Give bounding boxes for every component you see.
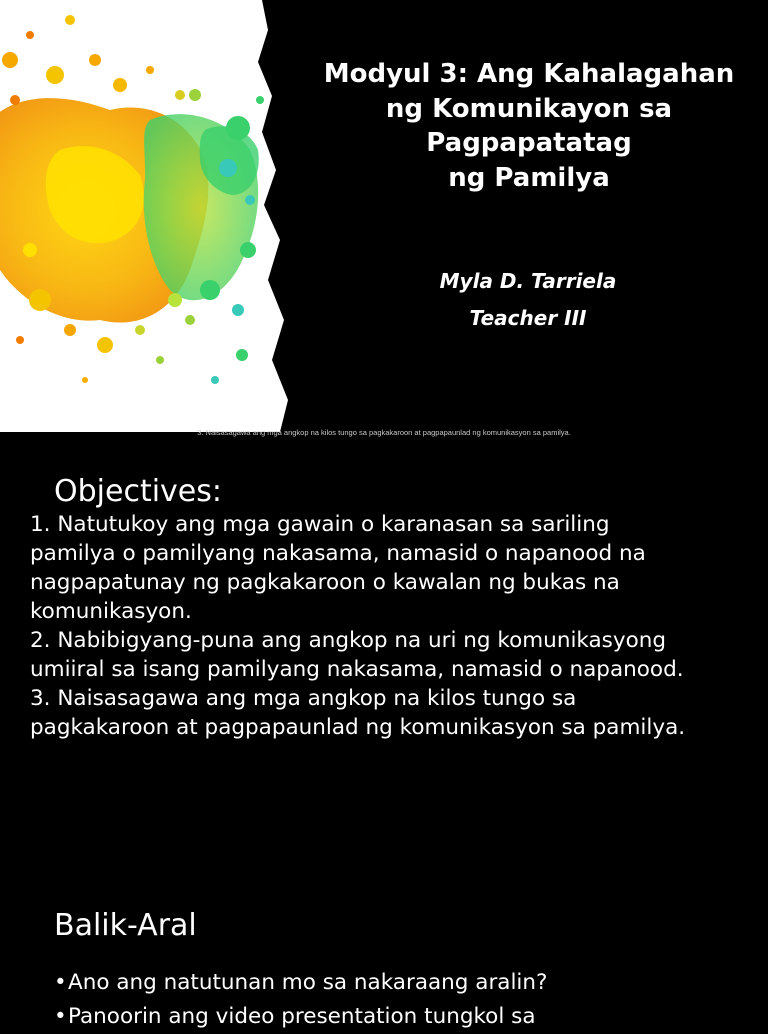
objectives-slide [0, 440, 768, 850]
review-list [54, 966, 768, 1034]
title-slide [0, 0, 768, 437]
review-item-text: Panoorin ang video presentation tungkol sa [68, 1004, 536, 1029]
slide-footnote: 3. Naisasagawa ang mga angkop na kilos tungo sa pagkakaroon at pagpapaunlad ng komunikasyon sa pamilya. [197, 428, 571, 437]
author-role: Teacher III [469, 306, 587, 330]
objectives-heading: Objectives: [54, 474, 222, 509]
objective-line: umiiral sa isang pamilyang nakasama, namasid o napanood. [30, 657, 684, 682]
title-line: ng Pamilya [448, 162, 610, 193]
title-line: Pagpapatatag [426, 128, 632, 158]
author-name: Myla D. Tarriela [439, 269, 617, 293]
title-line: Modyul 3: Ang Kahalagahan [323, 59, 735, 89]
objective-line: pagkakaroon at pagpapaunlad ng komunikasyon sa pamilya. [30, 715, 686, 740]
title-line: ng Komunikayon sa [385, 93, 673, 124]
objective-line: 2. Nabibigyang-puna ang angkop na uri ng komunikasyong [30, 628, 667, 653]
objective-line: 1. Natutukoy ang mga gawain o karanasan sa sariling [30, 512, 610, 537]
module-title [300, 57, 758, 195]
objective-line: pamilya o pamilyang nakasama, namasid o napanood na [30, 541, 646, 566]
objective-line: komunikasyon. [30, 599, 192, 624]
bullet-icon: • [54, 1004, 67, 1029]
objectives-text [30, 510, 768, 742]
objective-line: nagpapatunay ng pagkakaroon o kawalan ng bukas na [30, 570, 620, 595]
review-item [54, 966, 768, 1000]
objective-line: 3. Naisasagawa ang mga angkop na kilos tungo sa [30, 686, 577, 711]
bullet-icon: • [54, 970, 67, 995]
review-item [54, 1000, 768, 1034]
paint-splash-image [0, 0, 300, 432]
review-slide [0, 880, 768, 1029]
review-item-text: Ano ang natutunan mo sa nakaraang aralin? [68, 970, 548, 995]
review-heading: Balik-Aral [54, 908, 197, 943]
author-block [300, 263, 756, 337]
